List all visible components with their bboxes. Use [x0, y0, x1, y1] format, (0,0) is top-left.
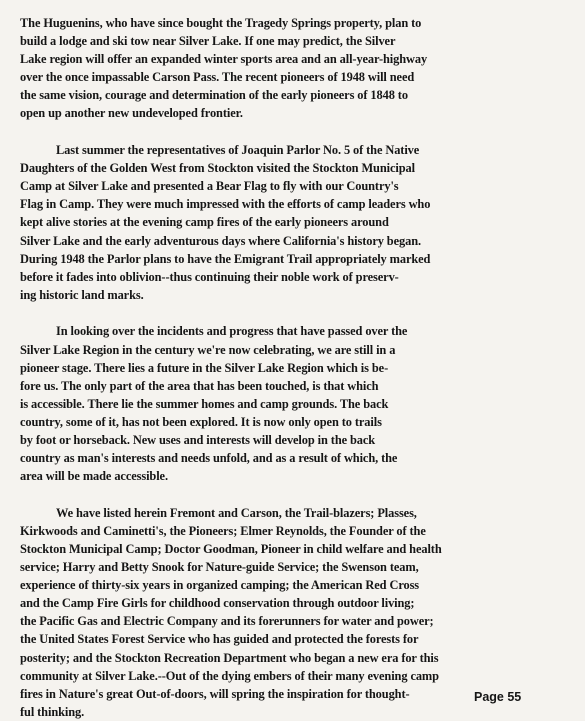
- text-line: Camp at Silver Lake and presented a Bear Flag to fly with our Country's: [20, 179, 399, 194]
- text-line: over the once impassable Carson Pass. The recent pioneers of 1948 will need: [20, 70, 415, 85]
- text-line: by foot or horseback. New uses and interests will develop in the back: [20, 432, 376, 447]
- text-line: Daughters of the Golden West from Stockton visited the Stockton Municipal: [20, 161, 415, 176]
- text-line: Kirkwoods and Caminetti's, the Pioneers; Elmer Reynolds, the Founder of the: [20, 523, 426, 538]
- text-line: the same vision, courage and determination of the early pioneers of 1848 to: [20, 88, 408, 103]
- text-line: posterity; and the Stockton Recreation Department who began a new era for this: [20, 650, 439, 665]
- text-line: The Huguenins, who have since bought the Tragedy Springs property, plan to: [20, 16, 422, 30]
- text-line: area will be made accessible.: [20, 469, 168, 484]
- text-line: kept alive stories at the evening camp fires of the early pioneers around: [20, 215, 389, 230]
- text-line: build a lodge and ski tow near Silver Lake. If one may predict, the Silver: [20, 34, 396, 49]
- text-line: pioneer stage. There lies a future in the Silver Lake Region which is be-: [20, 360, 389, 375]
- text-line: before it fades into oblivion--thus continuing their noble work of preserv-: [20, 269, 399, 284]
- text-line: Flag in Camp. They were much impressed with the efforts of camp leaders who: [20, 197, 431, 212]
- text-line: country, some of it, has not been explored. It is now only open to trails: [20, 414, 382, 429]
- text-line: fires in Nature's great Out-of-doors, will spring the inspiration for thought-: [20, 686, 410, 701]
- page-number: Page 55: [474, 690, 522, 704]
- text-line: Stockton Municipal Camp; Doctor Goodman, Pioneer in child welfare and health: [20, 541, 442, 556]
- text-line: the Pacific Gas and Electric Company and its forerunners for water and power;: [20, 614, 434, 629]
- text-line: service; Harry and Betty Snook for Nature-guide Service; the Swenson team,: [20, 560, 419, 575]
- text-line: Silver Lake Region in the century we're now celebrating, we are still in a: [20, 342, 396, 357]
- text-line: open up another new undeveloped frontier.: [20, 106, 243, 121]
- text-line: country as man's interests and needs unfold, and as a result of which, the: [20, 451, 398, 466]
- text-line: and the Camp Fire Girls for childhood conservation through outdoor living;: [20, 596, 415, 611]
- text-line: We have listed herein Fremont and Carson, the Trail-blazers; Plasses,: [56, 505, 417, 520]
- text-line: In looking over the incidents and progress that have passed over the: [56, 324, 408, 339]
- text-line: is accessible. There lie the summer homes and camp grounds. The back: [20, 396, 389, 411]
- paragraph-2: [20, 141, 580, 304]
- text-line: the United States Forest Service who has guided and protected the forests for: [20, 632, 419, 647]
- text-line: Last summer the representatives of Joaquin Parlor No. 5 of the Native: [56, 143, 420, 158]
- paragraph-1: [20, 14, 580, 123]
- text-line: ful thinking.: [20, 704, 85, 719]
- text-line: fore us. The only part of the area that has been touched, is that which: [20, 378, 379, 393]
- text-line: ing historic land marks.: [20, 287, 144, 302]
- text-line: Silver Lake and the early adventurous days where California's history began.: [20, 233, 421, 248]
- paragraph-4: [20, 504, 580, 721]
- body-text: [20, 14, 580, 721]
- text-line: community at Silver Lake.--Out of the dying embers of their many evening camp: [20, 668, 439, 683]
- text-line: During 1948 the Parlor plans to have the Emigrant Trail appropriately marked: [20, 251, 431, 266]
- text-line: experience of thirty-six years in organized camping; the American Red Cross: [20, 578, 420, 593]
- paragraph-3: [20, 322, 580, 485]
- text-line: Lake region will offer an expanded winter sports area and an all-year-highway: [20, 52, 428, 67]
